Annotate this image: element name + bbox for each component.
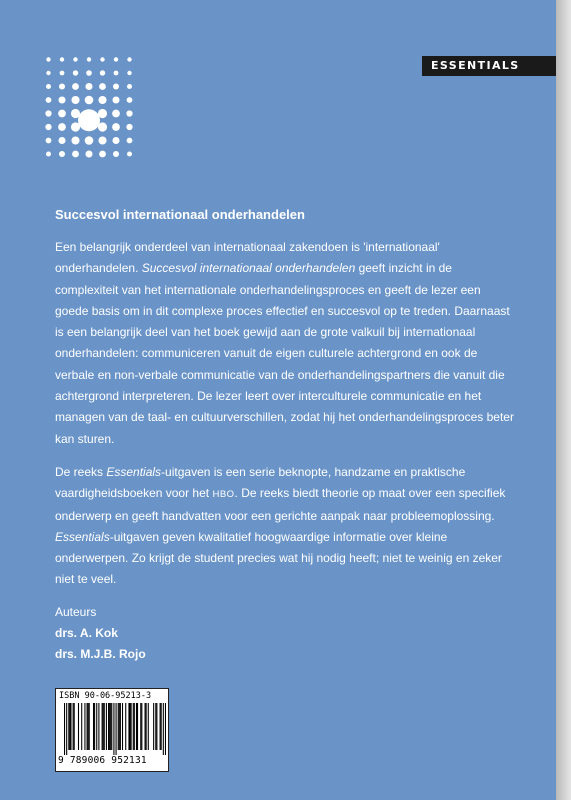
barcode-bar xyxy=(73,703,74,750)
barcode-bar xyxy=(156,703,157,750)
text-run: De reeks xyxy=(55,464,107,479)
logo-dot xyxy=(73,70,78,75)
page-edge xyxy=(556,0,571,800)
barcode-bar xyxy=(122,703,123,750)
logo-dot xyxy=(71,136,79,144)
logo-dot xyxy=(112,110,120,118)
barcode-bar xyxy=(160,703,161,750)
logo-dot xyxy=(126,110,132,116)
logo-dot xyxy=(46,71,50,75)
barcode-bar xyxy=(66,703,67,755)
barcode-bar xyxy=(110,703,111,750)
barcode-bar xyxy=(78,703,79,750)
italic-text-run: Succesvol internationaal onderhandelen xyxy=(141,261,356,276)
logo-dot xyxy=(73,57,77,61)
barcode-bar xyxy=(146,703,147,750)
barcode-bar xyxy=(131,703,132,750)
text-run: HBO xyxy=(212,489,235,501)
barcode-bar xyxy=(93,703,94,750)
barcode-bar xyxy=(116,703,117,755)
logo-dot xyxy=(127,84,132,89)
barcode-bar xyxy=(163,703,164,755)
logo-dot xyxy=(58,110,66,118)
series-badge: ESSENTIALS xyxy=(422,56,556,76)
barcode-bar xyxy=(109,703,110,750)
logo-dot xyxy=(100,57,104,61)
logo-dot xyxy=(98,136,106,144)
authors-block xyxy=(55,602,515,666)
logo-dot xyxy=(46,84,51,89)
logo-dot xyxy=(127,138,133,144)
logo-dot xyxy=(100,70,105,75)
logo-dot xyxy=(71,96,79,104)
logo-centre-dot xyxy=(78,109,100,131)
logo-dot xyxy=(58,123,66,131)
logo-dot xyxy=(113,151,119,157)
barcode-bar xyxy=(102,703,103,750)
logo-dot xyxy=(46,97,52,103)
logo-dot xyxy=(45,124,51,130)
barcode-bar xyxy=(125,703,126,750)
author-name: drs. M.J.B. Rojo xyxy=(55,647,146,662)
logo-dot xyxy=(112,96,119,103)
logo-dot xyxy=(98,96,106,104)
book-title: Succesvol internationaal onderhandelen xyxy=(55,207,305,222)
description-paragraph-1 xyxy=(55,237,515,450)
logo-dot xyxy=(126,124,132,130)
logo-dot xyxy=(59,151,65,157)
logo-dot xyxy=(127,152,132,157)
barcode-box xyxy=(55,688,169,772)
logo-dot xyxy=(46,138,52,144)
barcode-bar xyxy=(140,703,141,750)
ean-number: 9 789006 952131 xyxy=(58,755,147,766)
authors-label: Auteurs xyxy=(55,604,97,619)
logo-dot xyxy=(46,152,51,157)
barcode-bar xyxy=(87,703,88,750)
barcode-bar xyxy=(155,703,156,750)
logo-dot xyxy=(114,71,119,76)
logo-dot xyxy=(85,96,94,105)
text-run: Een belangrijk onderdeel van internationaal zakendoen is 'internationaal' onderhandelen. xyxy=(55,240,440,276)
barcode-bar xyxy=(133,703,134,750)
barcode-bar xyxy=(94,703,95,750)
logo-dot xyxy=(60,71,65,76)
author-name: drs. A. Kok xyxy=(55,626,118,641)
barcode-bar xyxy=(81,703,82,750)
barcode-bar xyxy=(106,703,107,750)
barcode-bar xyxy=(89,703,90,750)
logo-dot xyxy=(85,83,92,90)
logo-dot xyxy=(127,57,131,61)
barcode-bar xyxy=(74,703,75,750)
barcode-bar xyxy=(108,703,109,750)
back-cover-text xyxy=(55,205,515,666)
barcode-bar xyxy=(64,703,65,755)
dot-grid-logo-icon xyxy=(44,55,134,161)
logo-dot xyxy=(60,57,64,61)
logo-dot xyxy=(112,123,120,131)
barcode-bar xyxy=(111,703,112,750)
barcode-bar xyxy=(118,703,119,750)
logo-dot xyxy=(59,83,65,89)
barcode-bar xyxy=(88,703,89,750)
barcode-bar xyxy=(161,703,162,750)
logo-dot xyxy=(99,83,106,90)
logo-dot xyxy=(114,57,118,61)
barcode-bar xyxy=(129,703,130,750)
barcode-bar xyxy=(120,703,121,750)
barcode-bar xyxy=(119,703,120,750)
barcode-bar xyxy=(69,703,70,750)
barcode-bar xyxy=(68,703,69,750)
logo-dot xyxy=(58,96,65,103)
italic-text-run: Essentials xyxy=(55,529,110,544)
barcode-bar xyxy=(134,703,135,750)
logo-dot xyxy=(127,71,131,75)
barcode-bar xyxy=(136,703,137,750)
barcode-bar xyxy=(70,703,71,750)
barcode-bar xyxy=(84,703,85,750)
logo-dot xyxy=(113,83,119,89)
text-run: -uitgaven geven kwalitatief hoogwaardige informatie over kleine onderwerpen. Zo krijgt de student precies wat hij nodig heeft; niet te weinig en zeker niet te veel. xyxy=(55,529,502,587)
logo-dot xyxy=(72,83,79,90)
logo-dot xyxy=(58,137,65,144)
barcode-bar xyxy=(128,703,129,750)
logo-dot xyxy=(112,137,119,144)
barcode-bar xyxy=(103,703,104,750)
text-run: . De reeks biedt theorie op maat over een specifiek onderwerp en geeft handvatten voor een gerichte aanpak naar probleemoplossing. xyxy=(55,486,506,523)
barcode-bar xyxy=(98,703,99,750)
logo-dot xyxy=(87,57,91,61)
barcode-bar xyxy=(96,703,97,750)
logo-dot xyxy=(86,70,92,76)
isbn-number: ISBN 90-06-95213-3 xyxy=(59,691,152,701)
barcode-bar xyxy=(145,703,146,750)
barcode-bar xyxy=(104,703,105,750)
text-run: -uitgaven is een serie beknopte, handzame en praktische vaardigheidsboeken voor het xyxy=(55,464,466,501)
logo-dot xyxy=(46,57,50,61)
barcode-bar xyxy=(148,703,149,750)
barcode-bar xyxy=(113,703,114,755)
barcode-bar xyxy=(141,703,142,750)
logo-dot xyxy=(72,151,79,158)
logo-dot xyxy=(85,136,94,145)
ean13-barcode-icon xyxy=(64,703,166,755)
italic-text-run: Essentials xyxy=(106,464,162,479)
text-run: geeft inzicht in de complexiteit van het internationale onderhandelingsproces en geeft de lezer een goede basis om in dit complexe proces effectief en succesvol op te treden. Daarnaast is een belangrijk deel van het boek gewijd aan de grote valkuil bij internationaal onderhandelen: communiceren vanuit de eigen culturele achtergrond en ook de verbale en non-verbale communicatie van de onderhandelingspartners die vanuit die achtergrond interpreteren. De lezer leert over interculturele communicatie en het managen van de taal- en cultuurverschillen, zodat hij het onderhandelingsproces beter kan sturen. xyxy=(55,261,514,446)
logo-dot xyxy=(85,150,92,157)
barcode-bar xyxy=(137,703,138,750)
description-paragraph-2 xyxy=(55,462,515,591)
logo-dot xyxy=(45,110,51,116)
logo-dot xyxy=(127,97,133,103)
barcode-bar xyxy=(153,703,154,750)
logo-dot xyxy=(99,151,106,158)
barcode-bar xyxy=(165,703,166,755)
